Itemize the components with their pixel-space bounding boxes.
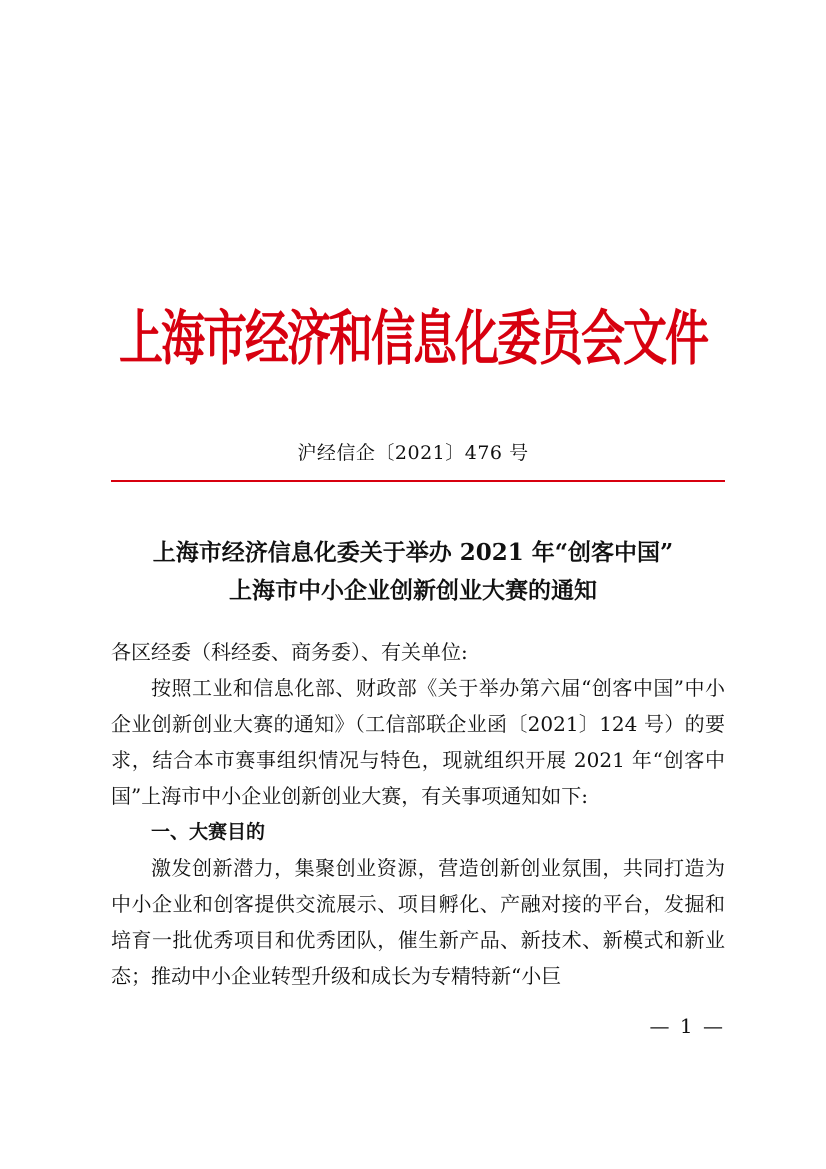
document-number: 沪经信企〔2021〕476 号 [297, 442, 529, 464]
notice-body [111, 634, 725, 994]
section-heading-purpose: 一、大赛目的 [151, 821, 266, 843]
notice-title-line-2: 上海市中小企业创新创业大赛的通知 [229, 577, 597, 604]
header-red-divider [111, 480, 725, 482]
recipients-line: 各区经委（科经委、商务委）、有关单位: [111, 640, 468, 664]
section-purpose-text: 激发创新潜力，集聚创业资源，营造创新创业氛围，共同打造为中小企业和创客提供交流展示、项目孵化、产融对接的平台，发掘和培育一批优秀项目和优秀团队，催生新产品、新技术、新模式和新业态；推动中小企业转型升级和成长为专精特新“小巨 [111, 856, 725, 988]
document-header-title: 上海市经济和信息化委员会文件 [119, 304, 707, 374]
intro-paragraph: 按照工业和信息化部、财政部《关于举办第六届“创客中国”中小企业创新创业大赛的通知》（工信部联企业函〔2021〕124 号）的要求，结合本市赛事组织情况与特色，现就组织开展 2021 年“创客中国”上海市中小企业创新创业大赛，有关事项通知如下: [111, 676, 725, 808]
notice-title [0, 534, 826, 610]
page-number: — 1 — [649, 1014, 725, 1038]
notice-title-line-1: 上海市经济信息化委关于举办 2021 年“创客中国” [152, 539, 674, 566]
